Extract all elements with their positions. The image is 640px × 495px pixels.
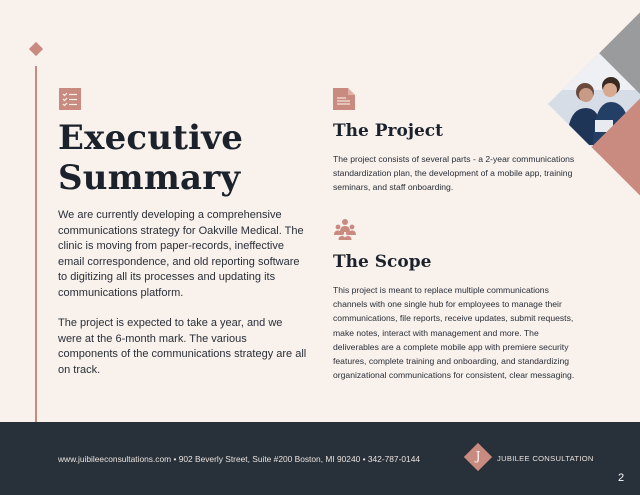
logo-text: JUBILEE CONSULTATION bbox=[497, 454, 594, 463]
footer-contact: www.juibileeconsultations.com • 902 Beverly Street, Suite #200 Boston, MI 90240 • 342-787-0144 bbox=[58, 454, 421, 464]
document-icon bbox=[333, 88, 355, 110]
checklist-icon bbox=[59, 88, 81, 110]
footer bbox=[0, 422, 640, 495]
project-title: The Project bbox=[333, 121, 443, 141]
scope-body: This project is meant to replace multiple communications channels with one single hub for employees to manage their communications, file reports, receive updates, submit requests, make notes, interact with management and more. The deliverables are a complete mobile app with premiere security features, complete training and onboarding, and standardizing organizational communications for consistent, clear messaging. bbox=[333, 285, 575, 381]
executive-title bbox=[58, 118, 298, 198]
project-body: The project consists of several parts - a 2-year communications standardization plan, the development of a mobile app, training seminars, and staff onboarding. bbox=[333, 154, 575, 193]
intro-paragraph-1: We are currently developing a comprehensive communications strategy for Oakville Medical. The clinic is moving from paper-records, ineffective email correspondence, and old reporting software to digitizing all its processes and updating its communications platform. bbox=[58, 209, 304, 299]
scope-title: The Scope bbox=[333, 252, 432, 272]
team-icon bbox=[333, 218, 357, 240]
intro-paragraph-2: The project is expected to take a year, and we were at the 6-month mark. The various components of the communications strategy are all on track. bbox=[58, 317, 307, 376]
executive-title-line2: Summary bbox=[58, 158, 241, 198]
page-number: 2 bbox=[618, 472, 625, 484]
executive-title-line1: Executive bbox=[58, 118, 244, 158]
accent-line bbox=[35, 66, 37, 422]
accent-diamond bbox=[29, 42, 43, 56]
logo-letter: J bbox=[475, 449, 481, 463]
